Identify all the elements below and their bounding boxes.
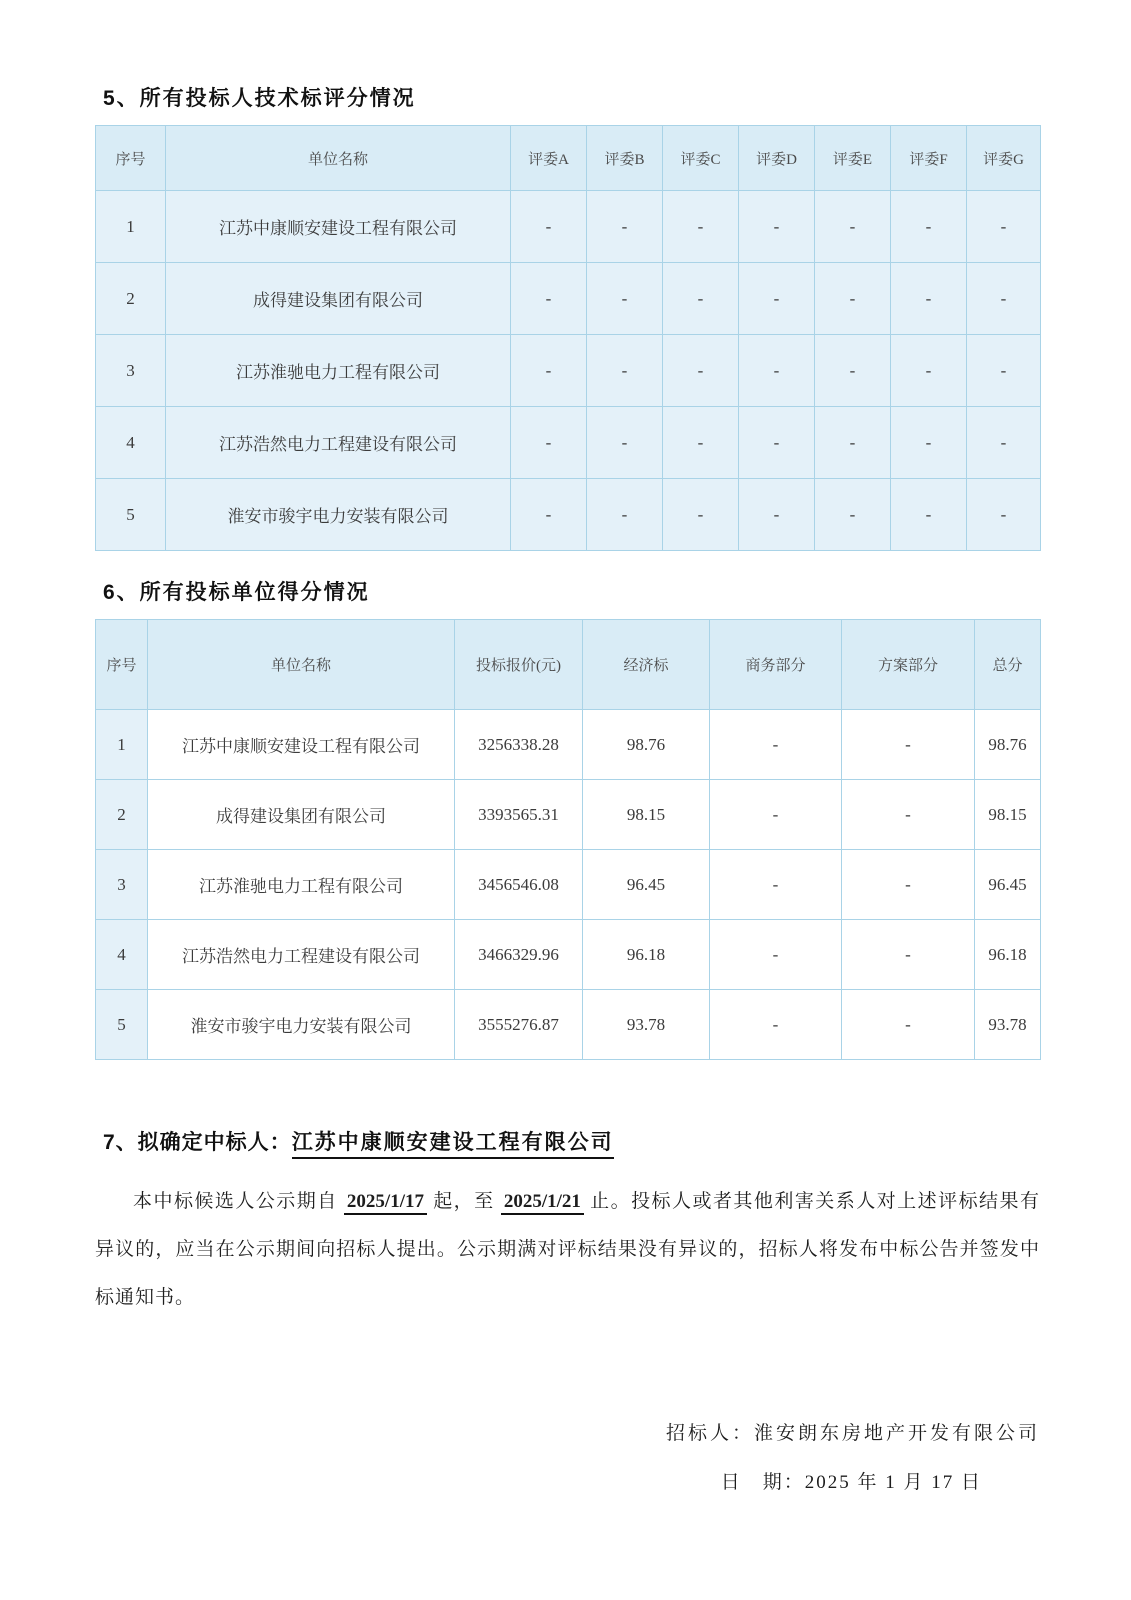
signature-block bbox=[95, 1418, 1040, 1494]
row-index: 4 bbox=[96, 920, 148, 990]
company-name: 江苏中康顺安建设工程有限公司 bbox=[148, 710, 455, 780]
notice-text: 起，至 bbox=[426, 1191, 501, 1212]
table-row bbox=[96, 191, 1041, 263]
judge-score: - bbox=[815, 479, 891, 551]
tech-table-header-row bbox=[96, 126, 1041, 191]
table-row bbox=[96, 407, 1041, 479]
section7-title bbox=[103, 1126, 1040, 1156]
tech-header-judge-f: 评委F bbox=[891, 126, 967, 191]
table-row bbox=[96, 710, 1041, 780]
business-score: - bbox=[710, 990, 842, 1060]
economic-score: 98.15 bbox=[583, 780, 710, 850]
row-index: 3 bbox=[96, 850, 148, 920]
judge-score: - bbox=[891, 335, 967, 407]
judge-score: - bbox=[663, 263, 739, 335]
score-header-business: 商务部分 bbox=[710, 620, 842, 710]
economic-score: 96.45 bbox=[583, 850, 710, 920]
judge-score: - bbox=[815, 407, 891, 479]
date-line: 日 期：2025 年 1 月 17 日 bbox=[720, 1472, 982, 1493]
row-index: 1 bbox=[96, 191, 166, 263]
table-row bbox=[96, 479, 1041, 551]
judge-score: - bbox=[587, 335, 663, 407]
row-index: 2 bbox=[96, 263, 166, 335]
score-header-economic: 经济标 bbox=[583, 620, 710, 710]
plan-score: - bbox=[842, 710, 975, 780]
plan-score: - bbox=[842, 920, 975, 990]
table-row bbox=[96, 990, 1041, 1060]
section7-label: 7、拟确定中标人： bbox=[103, 1131, 292, 1154]
publicity-notice bbox=[95, 1178, 1040, 1322]
business-score: - bbox=[710, 710, 842, 780]
judge-score: - bbox=[967, 479, 1041, 551]
total-score: 96.45 bbox=[975, 850, 1041, 920]
score-header-price: 投标报价(元) bbox=[455, 620, 583, 710]
tech-header-company: 单位名称 bbox=[166, 126, 511, 191]
total-score: 96.18 bbox=[975, 920, 1041, 990]
plan-score: - bbox=[842, 850, 975, 920]
economic-score: 96.18 bbox=[583, 920, 710, 990]
company-name: 江苏浩然电力工程建设有限公司 bbox=[166, 407, 511, 479]
judge-score: - bbox=[739, 407, 815, 479]
tech-header-judge-b: 评委B bbox=[587, 126, 663, 191]
judge-score: - bbox=[739, 263, 815, 335]
judge-score: - bbox=[891, 191, 967, 263]
judge-score: - bbox=[511, 407, 587, 479]
tech-score-table bbox=[95, 125, 1041, 551]
judge-score: - bbox=[663, 191, 739, 263]
company-name: 江苏淮驰电力工程有限公司 bbox=[148, 850, 455, 920]
table-row bbox=[96, 920, 1041, 990]
score-table-header-row bbox=[96, 620, 1041, 710]
total-score: 93.78 bbox=[975, 990, 1041, 1060]
plan-score: - bbox=[842, 990, 975, 1060]
score-header-no: 序号 bbox=[96, 620, 148, 710]
economic-score: 93.78 bbox=[583, 990, 710, 1060]
judge-score: - bbox=[511, 335, 587, 407]
company-name: 成得建设集团有限公司 bbox=[166, 263, 511, 335]
judge-score: - bbox=[891, 479, 967, 551]
judge-score: - bbox=[663, 479, 739, 551]
tech-header-judge-g: 评委G bbox=[967, 126, 1041, 191]
section6-title: 6、所有投标单位得分情况 bbox=[103, 581, 370, 604]
judge-score: - bbox=[663, 407, 739, 479]
notice-text: 止。投标人或者其他利害关系人对上述评标结果有异议的，应当在公示期间向招标人提出。公示期满对评标结果没有异议的，招标人将发布中标公告并签发中标通知书。 bbox=[95, 1191, 1040, 1308]
tech-header-judge-e: 评委E bbox=[815, 126, 891, 191]
company-name: 淮安市骏宇电力安装有限公司 bbox=[166, 479, 511, 551]
tech-header-judge-c: 评委C bbox=[663, 126, 739, 191]
winner-company-name: 江苏中康顺安建设工程有限公司 bbox=[292, 1131, 614, 1159]
bid-price: 3256338.28 bbox=[455, 710, 583, 780]
publicity-end-date: 2025/1/21 bbox=[501, 1191, 584, 1215]
judge-score: - bbox=[815, 335, 891, 407]
row-index: 2 bbox=[96, 780, 148, 850]
plan-score: - bbox=[842, 780, 975, 850]
notice-text: 本中标候选人公示期自 bbox=[133, 1191, 344, 1212]
table-row bbox=[96, 335, 1041, 407]
table-row bbox=[96, 780, 1041, 850]
tenderer-line: 招标人：淮安朗东房地产开发有限公司 bbox=[665, 1423, 1040, 1444]
judge-score: - bbox=[967, 335, 1041, 407]
company-name: 成得建设集团有限公司 bbox=[148, 780, 455, 850]
judge-score: - bbox=[815, 263, 891, 335]
bid-price: 3555276.87 bbox=[455, 990, 583, 1060]
judge-score: - bbox=[587, 263, 663, 335]
judge-score: - bbox=[891, 407, 967, 479]
judge-score: - bbox=[739, 191, 815, 263]
judge-score: - bbox=[511, 479, 587, 551]
row-index: 1 bbox=[96, 710, 148, 780]
bid-price: 3466329.96 bbox=[455, 920, 583, 990]
business-score: - bbox=[710, 780, 842, 850]
bid-price: 3393565.31 bbox=[455, 780, 583, 850]
judge-score: - bbox=[587, 479, 663, 551]
judge-score: - bbox=[967, 191, 1041, 263]
total-score: 98.15 bbox=[975, 780, 1041, 850]
judge-score: - bbox=[967, 407, 1041, 479]
score-header-company: 单位名称 bbox=[148, 620, 455, 710]
business-score: - bbox=[710, 850, 842, 920]
score-header-plan: 方案部分 bbox=[842, 620, 975, 710]
company-name: 淮安市骏宇电力安装有限公司 bbox=[148, 990, 455, 1060]
judge-score: - bbox=[891, 263, 967, 335]
row-index: 5 bbox=[96, 479, 166, 551]
total-score-table bbox=[95, 619, 1041, 1060]
judge-score: - bbox=[815, 191, 891, 263]
row-index: 4 bbox=[96, 407, 166, 479]
tech-header-judge-a: 评委A bbox=[511, 126, 587, 191]
score-header-total: 总分 bbox=[975, 620, 1041, 710]
bid-price: 3456546.08 bbox=[455, 850, 583, 920]
company-name: 江苏浩然电力工程建设有限公司 bbox=[148, 920, 455, 990]
judge-score: - bbox=[587, 407, 663, 479]
judge-score: - bbox=[511, 263, 587, 335]
tech-header-judge-d: 评委D bbox=[739, 126, 815, 191]
table-row bbox=[96, 263, 1041, 335]
row-index: 3 bbox=[96, 335, 166, 407]
judge-score: - bbox=[739, 479, 815, 551]
company-name: 江苏淮驰电力工程有限公司 bbox=[166, 335, 511, 407]
row-index: 5 bbox=[96, 990, 148, 1060]
business-score: - bbox=[710, 920, 842, 990]
economic-score: 98.76 bbox=[583, 710, 710, 780]
table-row bbox=[96, 850, 1041, 920]
judge-score: - bbox=[663, 335, 739, 407]
judge-score: - bbox=[739, 335, 815, 407]
judge-score: - bbox=[587, 191, 663, 263]
total-score: 98.76 bbox=[975, 710, 1041, 780]
section5-title: 5、所有投标人技术标评分情况 bbox=[103, 87, 416, 110]
tech-header-no: 序号 bbox=[96, 126, 166, 191]
company-name: 江苏中康顺安建设工程有限公司 bbox=[166, 191, 511, 263]
judge-score: - bbox=[511, 191, 587, 263]
publicity-start-date: 2025/1/17 bbox=[344, 1191, 427, 1215]
judge-score: - bbox=[967, 263, 1041, 335]
